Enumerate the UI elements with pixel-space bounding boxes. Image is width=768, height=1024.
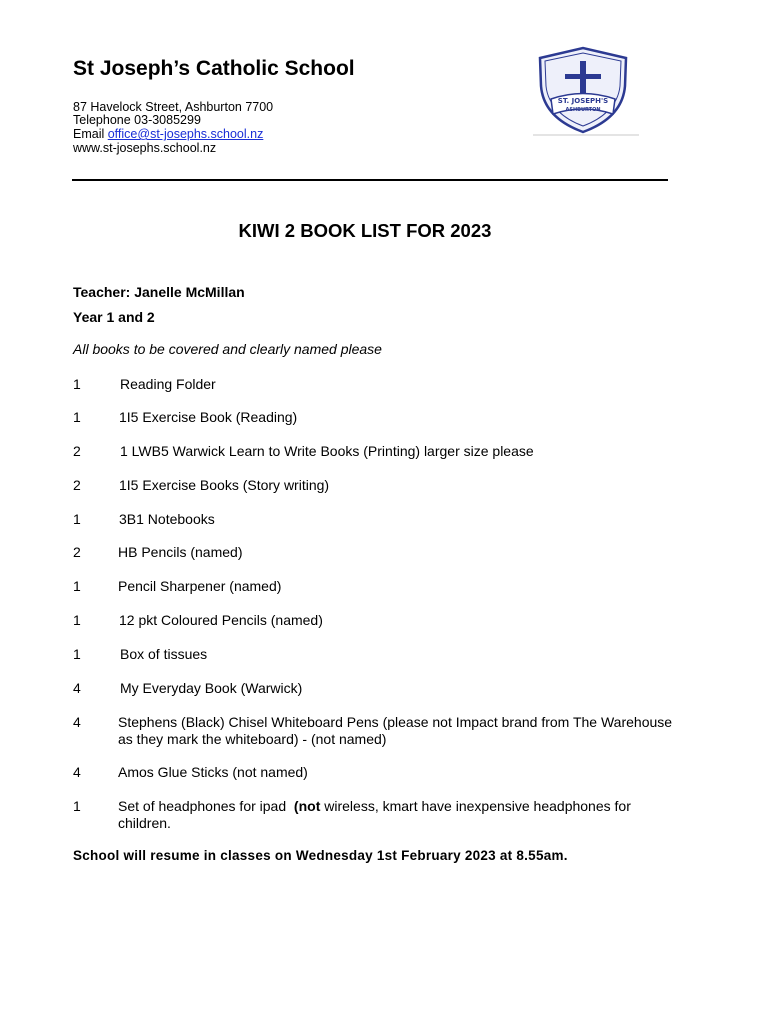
- school-telephone: Telephone 03-3085299: [73, 113, 201, 127]
- item-description: Box of tissues: [120, 646, 208, 662]
- item-quantity: 2: [73, 477, 81, 493]
- item-description-emphasis: (not: [293, 798, 321, 814]
- header-divider: [72, 179, 668, 181]
- page-title: KIWI 2 BOOK LIST FOR 2023: [238, 220, 492, 241]
- item-quantity: 2: [73, 443, 81, 459]
- item-description: My Everyday Book (Warwick): [120, 680, 303, 696]
- logo-top-text: ST. JOSEPH'S: [557, 97, 609, 105]
- item-quantity: 1: [73, 578, 81, 594]
- teacher-name: Teacher: Janelle McMillan: [73, 284, 245, 300]
- covering-note: All books to be covered and clearly named please: [73, 341, 382, 357]
- item-description: Amos Glue Sticks (not named): [118, 764, 308, 780]
- item-description: Reading Folder: [120, 376, 216, 392]
- school-website: www.st-josephs.school.nz: [73, 141, 217, 155]
- school-crest-logo: [533, 44, 641, 136]
- item-quantity: 1: [73, 511, 81, 527]
- item-description: 1I5 Exercise Book (Reading): [119, 409, 298, 425]
- item-quantity: 1: [73, 409, 81, 425]
- item-quantity: 1: [73, 798, 81, 814]
- item-description: 1 LWB5 Warwick Learn to Write Books (Printing) larger size please: [120, 443, 534, 459]
- item-quantity: 4: [73, 714, 81, 730]
- item-quantity: 4: [73, 764, 81, 780]
- school-email-line: [73, 127, 263, 141]
- email-link[interactable]: office@st-josephs.school.nz: [107, 127, 264, 141]
- school-address: 87 Havelock Street, Ashburton 7700: [73, 100, 274, 114]
- item-description-part: Set of headphones for ipad: [118, 798, 294, 814]
- school-name: St Joseph’s Catholic School: [73, 57, 355, 80]
- item-description: HB Pencils (named): [118, 544, 243, 560]
- item-quantity: 1: [73, 612, 81, 628]
- item-description: 3B1 Notebooks: [119, 511, 215, 527]
- term-start-notice: School will resume in classes on Wednesday 1st February 2023 at 8.55am.: [73, 848, 568, 863]
- item-description: Pencil Sharpener (named): [118, 578, 282, 594]
- item-description-part: wireless, kmart have inexpensive headphones for children.: [118, 798, 635, 831]
- item-quantity: 1: [73, 376, 81, 392]
- item-description: [118, 798, 678, 832]
- logo-bottom-text: ASHBURTON: [565, 107, 601, 113]
- item-description: Stephens (Black) Chisel Whiteboard Pens (please not Impact brand from The Warehouse as they mark the whiteboard) - (not named): [118, 714, 673, 747]
- item-quantity: 1: [73, 646, 81, 662]
- year-level: Year 1 and 2: [73, 309, 155, 325]
- item-quantity: 4: [73, 680, 81, 696]
- email-label: Email: [73, 127, 108, 141]
- item-description: 12 pkt Coloured Pencils (named): [119, 612, 323, 628]
- item-quantity: 2: [73, 544, 81, 560]
- item-description: 1I5 Exercise Books (Story writing): [119, 477, 330, 493]
